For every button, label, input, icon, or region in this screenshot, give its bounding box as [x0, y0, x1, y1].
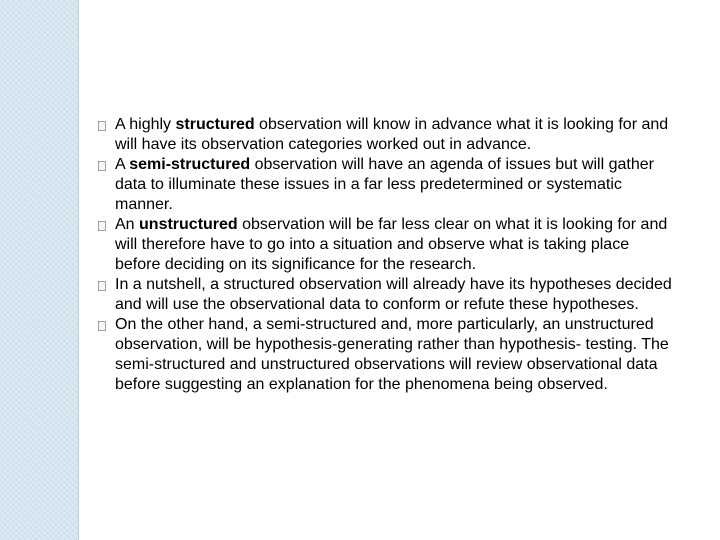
bullet-box-icon	[98, 121, 106, 131]
bullet-item-nutshell	[98, 275, 678, 315]
bullet-box-icon	[98, 221, 106, 231]
bullet-text: A semi-structured observation will have an agenda of issues but will gather data to illuminate these issues in a far less predetermined or systematic manner.	[115, 156, 654, 213]
bullet-list	[98, 115, 678, 395]
bullet-box-icon	[98, 281, 106, 291]
bullet-item-unstructured	[98, 215, 678, 275]
side-divider	[78, 0, 79, 540]
bullet-text: A highly structured observation will know in advance what it is looking for and will have its observation categories worked out in advance.	[115, 116, 669, 153]
bullet-text: An unstructured observation will be far less clear on what it is looking for and will therefore have to go into a situation and observe what is taking place before deciding on its significance for the research.	[115, 216, 668, 273]
bullet-item-other-hand	[98, 315, 678, 395]
bullet-box-icon	[98, 321, 106, 331]
bullet-item-structured	[98, 115, 678, 155]
decorative-side-band	[0, 0, 78, 540]
bullet-item-semi-structured	[98, 155, 678, 215]
bullet-box-icon	[98, 161, 106, 171]
bullet-text: In a nutshell, a structured observation will already have its hypotheses decided and will use the observational data to conform or refute these hypotheses.	[115, 276, 672, 313]
bullet-text: On the other hand, a semi-structured and, more particularly, an unstructured observation, will be hypothesis-generating rather than hypothesis- testing. The semi-structured and unstructured observations will review observational data before suggesting an explanation for the phenomena being observed.	[115, 316, 669, 393]
